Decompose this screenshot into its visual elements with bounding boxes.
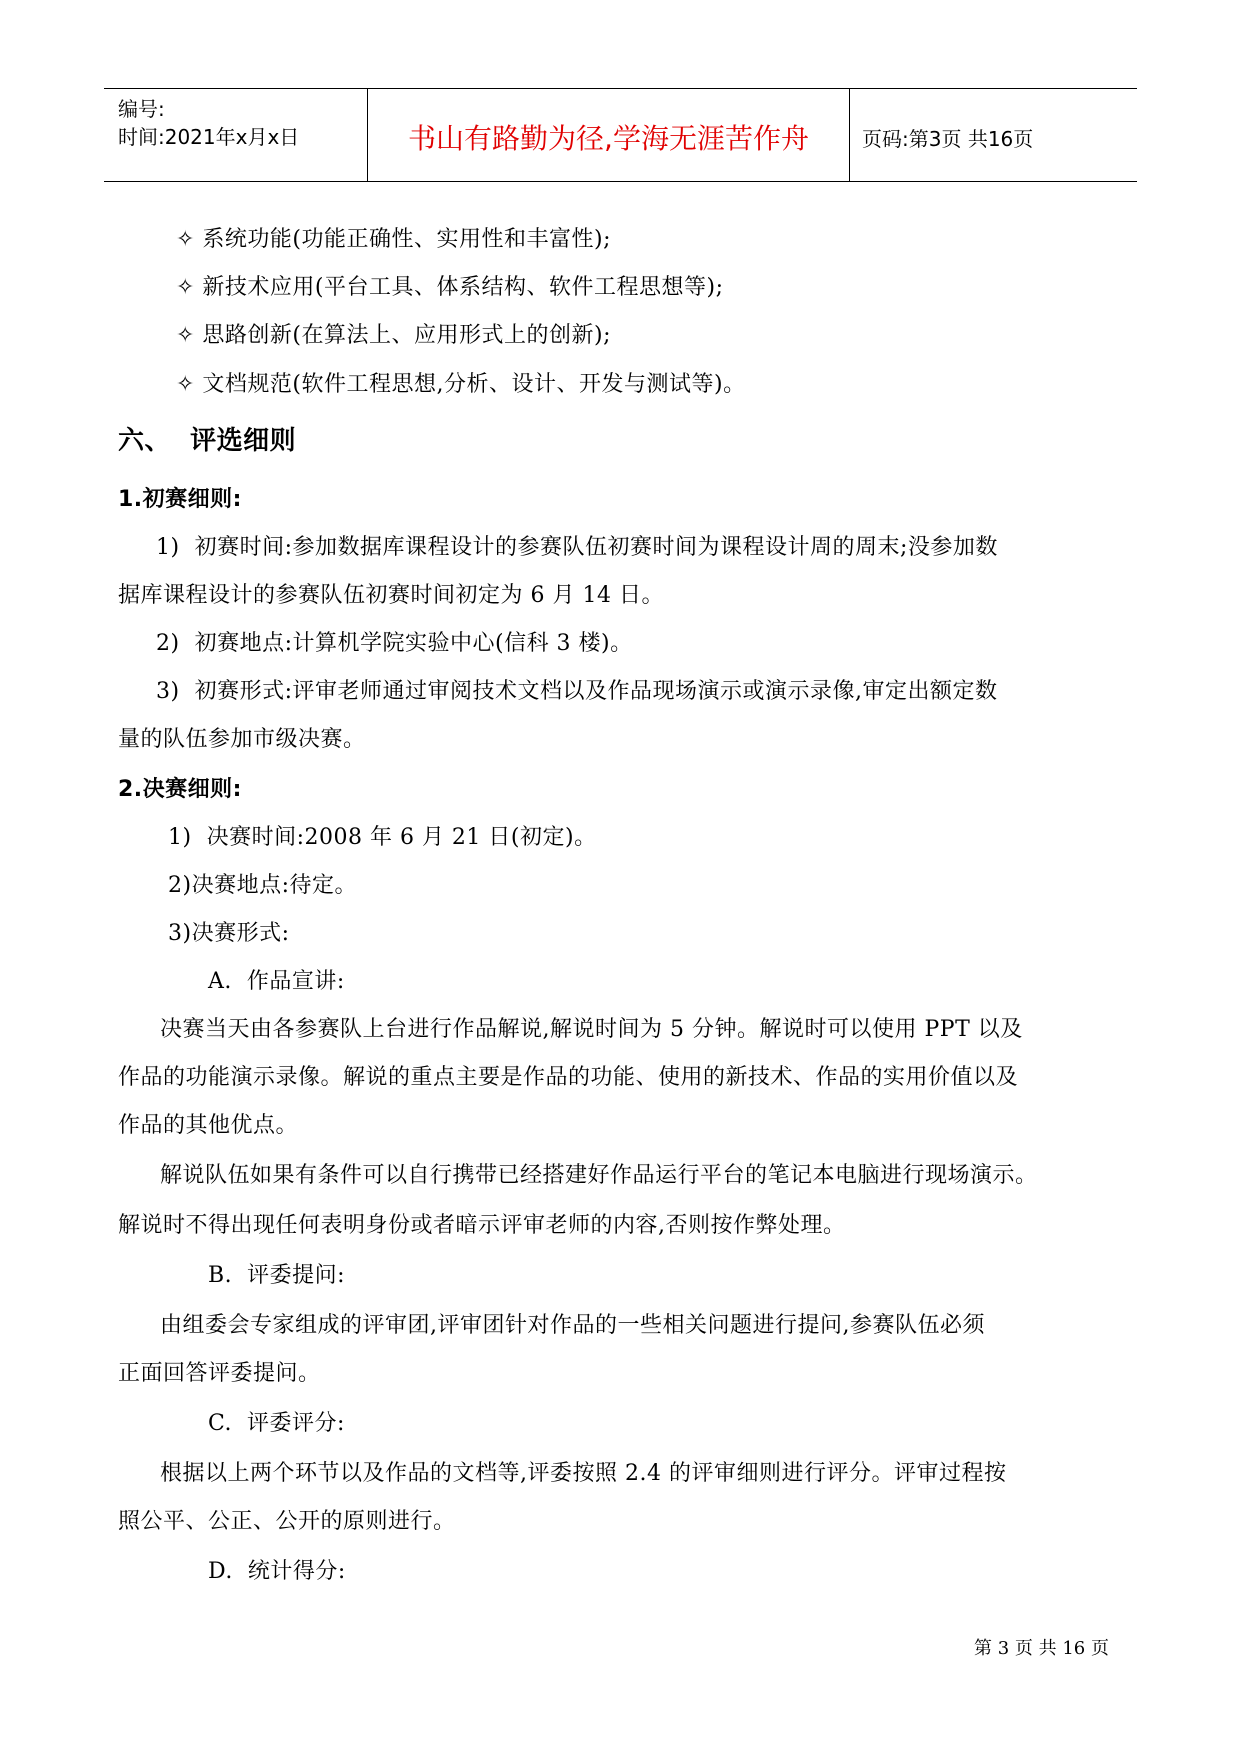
paragraph-line: 由组委会专家组成的评审团,评审团针对作品的一些相关问题进行提问,参赛队伍必须 (160, 1313, 985, 1338)
final-heading: 2.决赛细则: (118, 777, 242, 802)
paragraph-line: 根据以上两个环节以及作品的文档等,评委按照 2.4 的评审细则进行评分。评审过程按 (160, 1461, 1007, 1486)
header-motto: 书山有路勤为径,学海无涯苦作舟 (408, 122, 809, 155)
bullet-item: ✧ 系统功能(功能正确性、实用性和丰富性); (176, 227, 612, 252)
paragraph-line: 作品的功能演示录像。解说的重点主要是作品的功能、使用的新技术、作品的实用价值以及 (118, 1065, 1019, 1090)
prelim-item-1-line-1: 1) 初赛时间:参加数据库课程设计的参赛队伍初赛时间为课程设计周的周末;没参加数 (156, 535, 998, 560)
prelim-item-3-line-2: 量的队伍参加市级决赛。 (118, 727, 366, 752)
paragraph-line: 正面回答评委提问。 (118, 1361, 321, 1386)
document-time-label: 时间:2021年x月x日 (118, 125, 300, 149)
final-item-1: 1) 决赛时间:2008 年 6 月 21 日(初定)。 (168, 825, 597, 850)
page-footer: 第 3 页 共 16 页 (974, 1638, 1109, 1659)
final-item-3: 3)决赛形式: (168, 921, 290, 946)
paragraph-line: 决赛当天由各参赛队上台进行作品解说,解说时间为 5 分钟。解说时可以使用 PPT 以及 (160, 1017, 1023, 1042)
bullet-item: ✧ 新技术应用(平台工具、体系结构、软件工程思想等); (176, 275, 724, 300)
bullet-item: ✧ 思路创新(在算法上、应用形式上的创新); (176, 323, 612, 348)
prelim-item-2: 2) 初赛地点:计算机学院实验中心(信科 3 楼)。 (156, 631, 633, 656)
section-title: 六、 评选细则 (118, 426, 297, 456)
final-sub-a-title: A. 作品宣讲: (208, 969, 345, 994)
paragraph-line: 解说时不得出现任何表明身份或者暗示评审老师的内容,否则按作弊处理。 (118, 1213, 846, 1238)
header-table (104, 88, 1137, 182)
paragraph-line: 解说队伍如果有条件可以自行携带已经搭建好作品运行平台的笔记本电脑进行现场演示。 (160, 1163, 1038, 1188)
prelim-item-3-line-1: 3) 初赛形式:评审老师通过审阅技术文档以及作品现场演示或演示录像,审定出额定数 (156, 679, 998, 704)
header-page-number: 页码:第3页 共16页 (862, 127, 1034, 151)
prelim-heading: 1.初赛细则: (118, 487, 242, 512)
final-item-2: 2)决赛地点:待定。 (168, 873, 357, 898)
document-number-label: 编号: (118, 97, 165, 121)
final-sub-d-title: D. 统计得分: (208, 1559, 346, 1584)
paragraph-line: 作品的其他优点。 (118, 1113, 299, 1138)
header-motto-cell (368, 89, 850, 181)
bullet-item: ✧ 文档规范(软件工程思想,分析、设计、开发与测试等)。 (176, 372, 746, 397)
final-sub-b-title: B. 评委提问: (208, 1263, 346, 1288)
final-sub-c-title: C. 评委评分: (208, 1411, 345, 1436)
prelim-item-1-line-2: 据库课程设计的参赛队伍初赛时间初定为 6 月 14 日。 (118, 583, 664, 608)
header-page-cell (850, 89, 1137, 181)
header-info-cell (104, 89, 368, 181)
paragraph-line: 照公平、公正、公开的原则进行。 (118, 1509, 456, 1534)
